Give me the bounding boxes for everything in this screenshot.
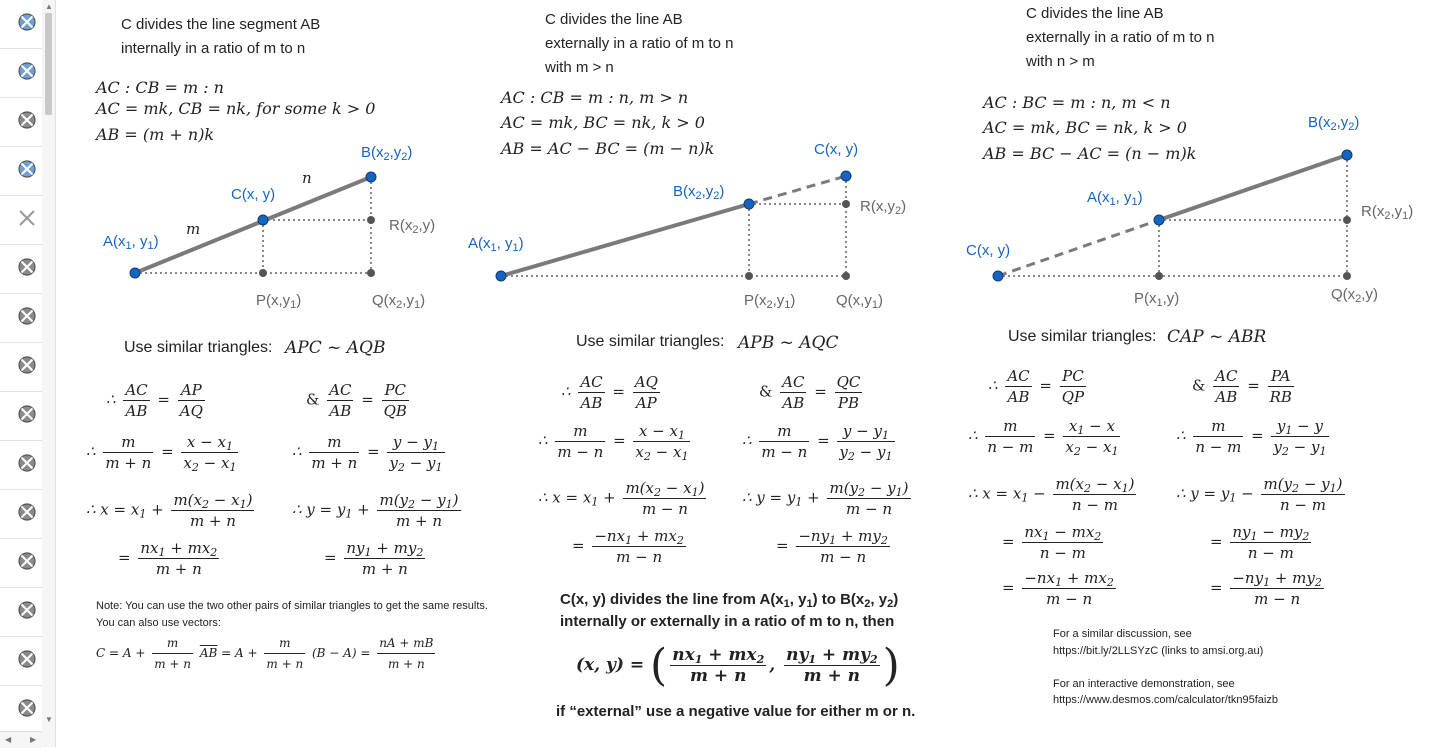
panel3-solve-y: ∴ $y = y_1$ − $\frac{m(y_2 - y_1)}{n - m}$ bbox=[1176, 475, 1343, 514]
panel1-similar-text: Use similar triangles: bbox=[124, 339, 273, 356]
label-r-2: $R(x,y_2)$ bbox=[860, 198, 907, 217]
sidebar-object-toggle[interactable] bbox=[0, 0, 42, 49]
panel2-solve-x: ∴ $x = x_1$ + $\frac{m(x_2 - x_1)}{m - n}$ bbox=[538, 479, 705, 518]
horizontal-scrollbar[interactable] bbox=[0, 731, 42, 748]
point-q bbox=[367, 269, 375, 277]
sidebar-object-toggle[interactable] bbox=[0, 245, 42, 294]
point-b bbox=[366, 172, 376, 182]
summary-line1: C(x, y) divides the line from $A(x_1$, $y_1$) to $B(x_2$, $y_2$) bbox=[560, 591, 899, 610]
close-icon[interactable] bbox=[17, 208, 37, 228]
point-c-2 bbox=[841, 171, 851, 181]
visibility-toggle-icon[interactable] bbox=[17, 502, 37, 522]
segment-ab-3 bbox=[1159, 155, 1347, 220]
visibility-toggle-icon[interactable] bbox=[17, 306, 37, 326]
panel3-title-line3: with n > m bbox=[1026, 53, 1095, 70]
label-n: n bbox=[302, 169, 312, 187]
panel1-eq2: AC = mk, CB = nk, for some k > 0 bbox=[96, 99, 376, 118]
sidebar-object-toggle[interactable] bbox=[0, 686, 42, 735]
panel2-similar-text: Use similar triangles: bbox=[576, 333, 725, 350]
ref-line3: For an interactive demonstration, see bbox=[1053, 678, 1235, 690]
graphics-canvas[interactable] bbox=[56, 0, 1431, 747]
point-a-2 bbox=[496, 271, 506, 281]
scroll-left-icon[interactable]: ◀ bbox=[5, 735, 12, 744]
summary-line3: if “external” use a negative value for either m or n. bbox=[556, 703, 916, 720]
panel1-solve-x: ∴ $x = x_1$ + $\frac{m(x_2 - x_1)}{m + n}$ bbox=[86, 491, 253, 530]
label-a: $A(x_1$, $y_1$) bbox=[103, 233, 159, 252]
label-a-3: $A(x_1$, $y_1$) bbox=[1087, 189, 1143, 208]
panel1-solve-y: ∴ $y = y_1$ + $\frac{m(y_2 - y_1)}{m + n}$ bbox=[292, 491, 459, 530]
label-c: C(x, y) bbox=[231, 186, 276, 203]
ref-link-desmos[interactable]: https://www.desmos.com/calculator/tkn95faizb bbox=[1053, 694, 1278, 706]
panel1-title-line1: C divides the line segment AB bbox=[121, 16, 321, 33]
panel2-result-y: = $\frac{-ny_1 + my_2}{m - n}$ bbox=[776, 527, 888, 566]
label-r: $R(x_2,y)$ bbox=[389, 217, 436, 236]
scroll-right-icon[interactable]: ▶ bbox=[30, 735, 37, 744]
panel3-similar-eq: CAP ~ ABR bbox=[1167, 327, 1267, 347]
panel1-mn-x: ∴ $\frac{m}{m + n}$ = $\frac{x - x_1}{x_2 - x_1}$ bbox=[86, 433, 237, 474]
panel1-ratio-y: & $\frac{AC}{AB}$ = $\frac{PC}{QB}$ bbox=[306, 381, 407, 420]
visibility-toggle-icon[interactable] bbox=[17, 600, 37, 620]
segment-ab-2 bbox=[501, 204, 749, 276]
sidebar-object-toggle[interactable] bbox=[0, 98, 42, 147]
panel2-eq3: AB = AC − BC = (m − n)k bbox=[501, 139, 715, 158]
panel3-ratio-x: ∴ $\frac{AC}{AB}$ = $\frac{PC}{QP}$ bbox=[988, 367, 1085, 406]
point-a-3 bbox=[1154, 215, 1164, 225]
sidebar-scrollbar[interactable] bbox=[42, 0, 56, 747]
panel2-title-line2: externally in a ratio of m to n bbox=[545, 35, 734, 52]
panel3-result-y: = $\frac{ny_1 - my_2}{n - m}$ bbox=[1210, 523, 1310, 562]
panel3-mn-y: ∴ $\frac{m}{n - m}$ = $\frac{y_1 - y}{y_2 - y_1}$ bbox=[1176, 417, 1327, 458]
sidebar-object-toggle[interactable] bbox=[0, 539, 42, 588]
point-p-3 bbox=[1155, 272, 1163, 280]
sidebar-object-toggle[interactable] bbox=[0, 49, 42, 98]
label-q-2: $Q(x,y_1)$ bbox=[836, 292, 883, 311]
panel1-vector-eq: C = A + $\frac{m}{m + n}$ $\overline{AB} = A$ + $\frac{m}{m + n}$ (B − A) = $\frac{nA + mB}{m + n}$ bbox=[96, 633, 438, 674]
ref-link-amsi[interactable]: https://bit.ly/2LLSYzC (links to amsi.org.au) bbox=[1053, 645, 1264, 657]
panel2-mn-x: ∴ $\frac{m}{m - n}$ = $\frac{x - x_1}{x_2 - x_1}$ bbox=[538, 422, 689, 463]
visibility-toggle-icon[interactable] bbox=[17, 649, 37, 669]
panel3-eq1: AC : BC = m : n, m < n bbox=[983, 93, 1171, 112]
point-p bbox=[259, 269, 267, 277]
sidebar-object-toggle[interactable] bbox=[0, 147, 42, 196]
dashed-bc bbox=[749, 176, 846, 204]
point-a bbox=[130, 268, 140, 278]
scroll-down-icon[interactable]: ▼ bbox=[45, 715, 53, 724]
label-c-2: C(x, y) bbox=[814, 141, 859, 158]
sidebar-object-toggle[interactable] bbox=[0, 441, 42, 490]
label-r-3: $R(x_2,y_1)$ bbox=[1361, 203, 1414, 222]
panel2-solve-y: ∴ $y = y_1$ + $\frac{m(y_2 - y_1)}{m - n}$ bbox=[742, 479, 909, 518]
point-r-3 bbox=[1343, 216, 1351, 224]
panel2-ratio-y: & $\frac{AC}{AB}$ = $\frac{QC}{PB}$ bbox=[759, 373, 861, 412]
dashed-ca bbox=[998, 220, 1159, 276]
visibility-toggle-icon[interactable] bbox=[17, 453, 37, 473]
point-c bbox=[258, 215, 268, 225]
point-q-3 bbox=[1343, 272, 1351, 280]
panel3-title-line2: externally in a ratio of m to n bbox=[1026, 29, 1215, 46]
label-a-2: $A(x_1$, $y_1$) bbox=[468, 235, 524, 254]
sidebar-object-toggle[interactable] bbox=[0, 392, 42, 441]
panel3-solve-x: ∴ $x = x_1$ − $\frac{m(x_2 - x_1)}{n - m}$ bbox=[968, 475, 1135, 514]
sidebar-object-toggle[interactable] bbox=[0, 343, 42, 392]
panel1-eq1: AC : CB = m : n bbox=[96, 78, 224, 97]
panel2-eq1: AC : CB = m : n, m > n bbox=[501, 88, 689, 107]
point-b-2 bbox=[744, 199, 754, 209]
panel3-similar-text: Use similar triangles: bbox=[1008, 328, 1157, 345]
label-c-3: C(x, y) bbox=[966, 242, 1011, 259]
panel2-similar-eq: APB ~ AQC bbox=[738, 333, 839, 353]
panel3-mn-x: ∴ $\frac{m}{n - m}$ = $\frac{x_1 - x}{x_2 - x_1}$ bbox=[968, 417, 1119, 458]
point-r-2 bbox=[842, 200, 850, 208]
point-p-2 bbox=[745, 272, 753, 280]
panel3-diagram bbox=[993, 150, 1352, 281]
section-formula: (x, y) = ( $\frac{nx_1 + mx_2}{m + n}$ , $\frac{ny_1 + my_2}{m + n}$ ) bbox=[576, 640, 900, 691]
visibility-toggle-icon[interactable] bbox=[17, 551, 37, 571]
label-m: m bbox=[186, 220, 201, 238]
visibility-toggle-icon[interactable] bbox=[17, 257, 37, 277]
label-p-2: $P(x_2,y_1)$ bbox=[744, 292, 796, 311]
panel1-note-line2: You can also use vectors: bbox=[96, 617, 221, 629]
visibility-toggle-icon[interactable] bbox=[17, 404, 37, 424]
label-b: $B(x_2,y_2)$ bbox=[361, 144, 413, 163]
panel3-ratio-y: & $\frac{AC}{AB}$ = $\frac{PA}{RB}$ bbox=[1192, 367, 1292, 406]
visibility-toggle-icon[interactable] bbox=[17, 61, 37, 81]
label-b-2: $B(x_2,y_2)$ bbox=[673, 183, 725, 202]
panel2-ratio-x: ∴ $\frac{AC}{AB}$ = $\frac{AQ}{AP}$ bbox=[561, 373, 658, 412]
panel1-note-line1: Note: You can use the two other pairs of similar triangles to get the same results. bbox=[96, 600, 488, 612]
panel3-eq3: AB = BC − AC = (n − m)k bbox=[983, 144, 1197, 163]
visibility-toggle-icon[interactable] bbox=[17, 12, 37, 32]
scroll-up-icon[interactable]: ▲ bbox=[45, 2, 53, 11]
sidebar-object-toggle[interactable] bbox=[0, 294, 42, 343]
panel1-title-line2: internally in a ratio of m to n bbox=[121, 40, 306, 57]
label-q-3: $Q(x_2,y)$ bbox=[1331, 286, 1378, 305]
panel3-result-x: = $\frac{nx_1 - mx_2}{n - m}$ bbox=[1002, 523, 1102, 562]
sidebar-object-toggle[interactable] bbox=[0, 196, 42, 245]
panel3-result-x-neg: = $\frac{-nx_1 + mx_2}{m - n}$ bbox=[1002, 569, 1114, 608]
label-q: $Q(x_2,y_1)$ bbox=[372, 292, 426, 311]
point-q-2 bbox=[842, 272, 850, 280]
panel1-result-y: = $\frac{ny_1 + my_2}{m + n}$ bbox=[324, 539, 424, 578]
panel3-eq2: AC = mk, BC = nk, k > 0 bbox=[983, 118, 1187, 137]
panel2-title-line1: C divides the line AB bbox=[545, 11, 683, 28]
panel2-result-x: = $\frac{-nx_1 + mx_2}{m - n}$ bbox=[572, 527, 684, 566]
visibility-toggle-icon[interactable] bbox=[17, 355, 37, 375]
label-b-3: $B(x_2,y_2)$ bbox=[1308, 114, 1360, 133]
panel2-eq2: AC = mk, BC = nk, k > 0 bbox=[501, 113, 705, 132]
panel2-mn-y: ∴ $\frac{m}{m - n}$ = $\frac{y - y_1}{y_2 - y_1}$ bbox=[742, 422, 893, 463]
algebra-sidebar bbox=[0, 0, 43, 747]
ref-line1: For a similar discussion, see bbox=[1053, 628, 1192, 640]
sidebar-object-toggle[interactable] bbox=[0, 490, 42, 539]
label-p-3: $P(x_1,y)$ bbox=[1134, 290, 1180, 309]
panel3-result-y-neg: = $\frac{-ny_1 + my_2}{m - n}$ bbox=[1210, 569, 1322, 608]
label-p: $P(x,y_1)$ bbox=[256, 292, 302, 311]
visibility-toggle-icon[interactable] bbox=[17, 159, 37, 179]
sidebar-object-toggle[interactable] bbox=[0, 637, 42, 686]
panel1-eq3: AB = (m + n)k bbox=[96, 125, 215, 144]
visibility-toggle-icon[interactable] bbox=[17, 698, 37, 718]
panel1-result-x: = $\frac{nx_1 + mx_2}{m + n}$ bbox=[118, 539, 218, 578]
summary-line2: internally or externally in a ratio of m to n, then bbox=[560, 613, 895, 630]
panel1-mn-y: ∴ $\frac{m}{m + n}$ = $\frac{y - y_1}{y_2 - y_1}$ bbox=[292, 433, 443, 474]
point-r bbox=[367, 216, 375, 224]
sidebar-object-toggle[interactable] bbox=[0, 588, 42, 637]
panel2-title-line3: with m > n bbox=[545, 59, 614, 76]
point-b-3 bbox=[1342, 150, 1352, 160]
panel3-title-line1: C divides the line AB bbox=[1026, 5, 1164, 22]
scrollbar-thumb[interactable] bbox=[45, 13, 52, 115]
panel1-similar-eq: APC ~ AQB bbox=[285, 338, 386, 358]
visibility-toggle-icon[interactable] bbox=[17, 110, 37, 130]
panel1-ratio-x: ∴ $\frac{AC}{AB}$ = $\frac{AP}{AQ}$ bbox=[106, 381, 203, 420]
point-c-3 bbox=[993, 271, 1003, 281]
